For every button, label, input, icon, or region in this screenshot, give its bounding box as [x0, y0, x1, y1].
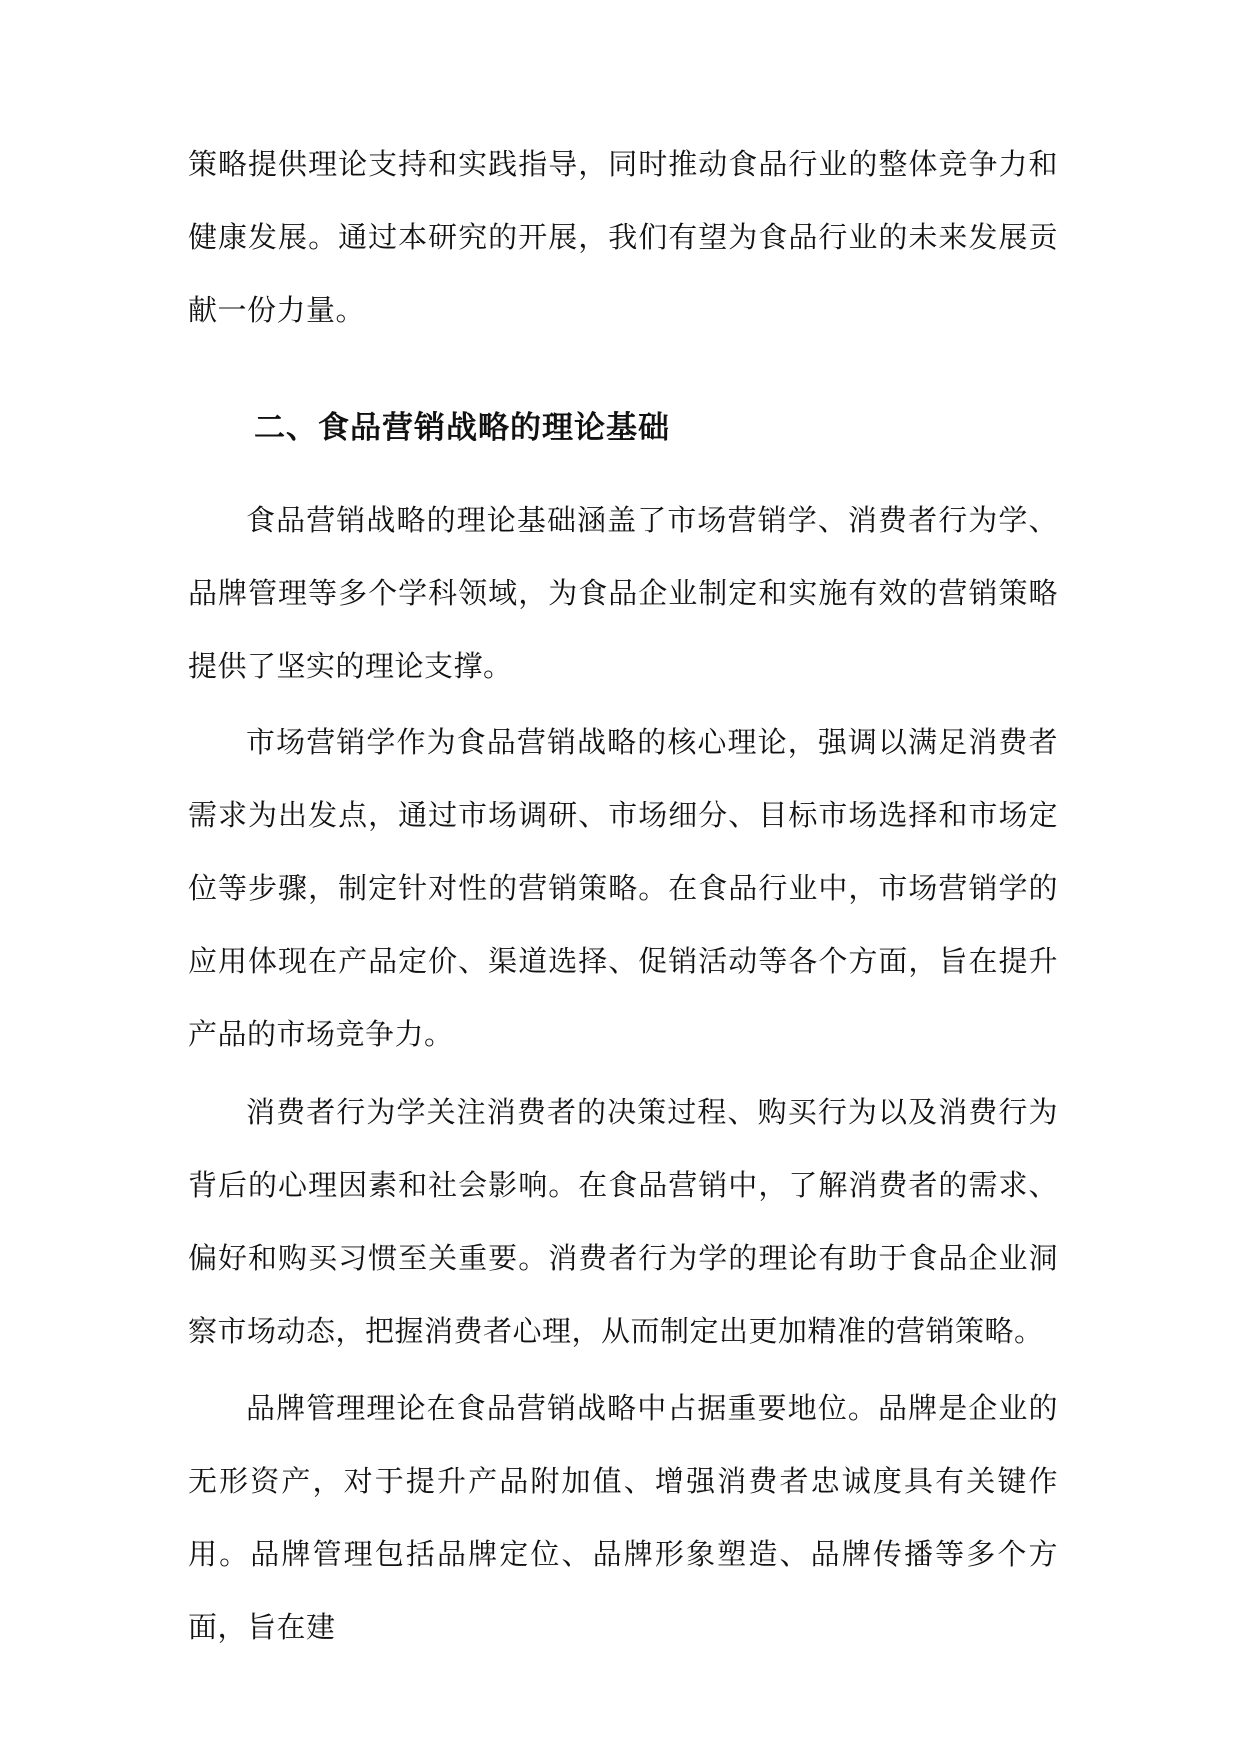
- paragraph-intro: 食品营销战略的理论基础涵盖了市场营销学、消费者行为学、品牌管理等多个学科领域，为食品企业制定和实施有效的营销策略提供了坚实的理论支撑。: [188, 503, 1058, 683]
- paragraph-brand-management: 品牌管理理论在食品营销战略中占据重要地位。品牌是企业的无形资产，对于提升产品附加值、增强消费者忠诚度具有关键作用。品牌管理包括品牌定位、品牌形象塑造、品牌传播等多个方面，旨在建: [188, 1391, 1058, 1644]
- section-heading: 二、食品营销战略的理论基础: [254, 410, 670, 446]
- continuation-paragraph: 策略提供理论支持和实践指导，同时推动食品行业的整体竞争力和健康发展。通过本研究的开展，我们有望为食品行业的未来发展贡献一份力量。: [188, 147, 1058, 327]
- paragraph-marketing: 市场营销学作为食品营销战略的核心理论，强调以满足消费者需求为出发点，通过市场调研、市场细分、目标市场选择和市场定位等步骤，制定针对性的营销策略。在食品行业中，市场营销学的应用体现在产品定价、渠道选择、促销活动等各个方面，旨在提升产品的市场竞争力。: [188, 725, 1058, 1051]
- paragraph-consumer-behavior: 消费者行为学关注消费者的决策过程、购买行为以及消费行为背后的心理因素和社会影响。在食品营销中，了解消费者的需求、偏好和购买习惯至关重要。消费者行为学的理论有助于食品企业洞察市场动态，把握消费者心理，从而制定出更加精准的营销策略。: [188, 1095, 1058, 1348]
